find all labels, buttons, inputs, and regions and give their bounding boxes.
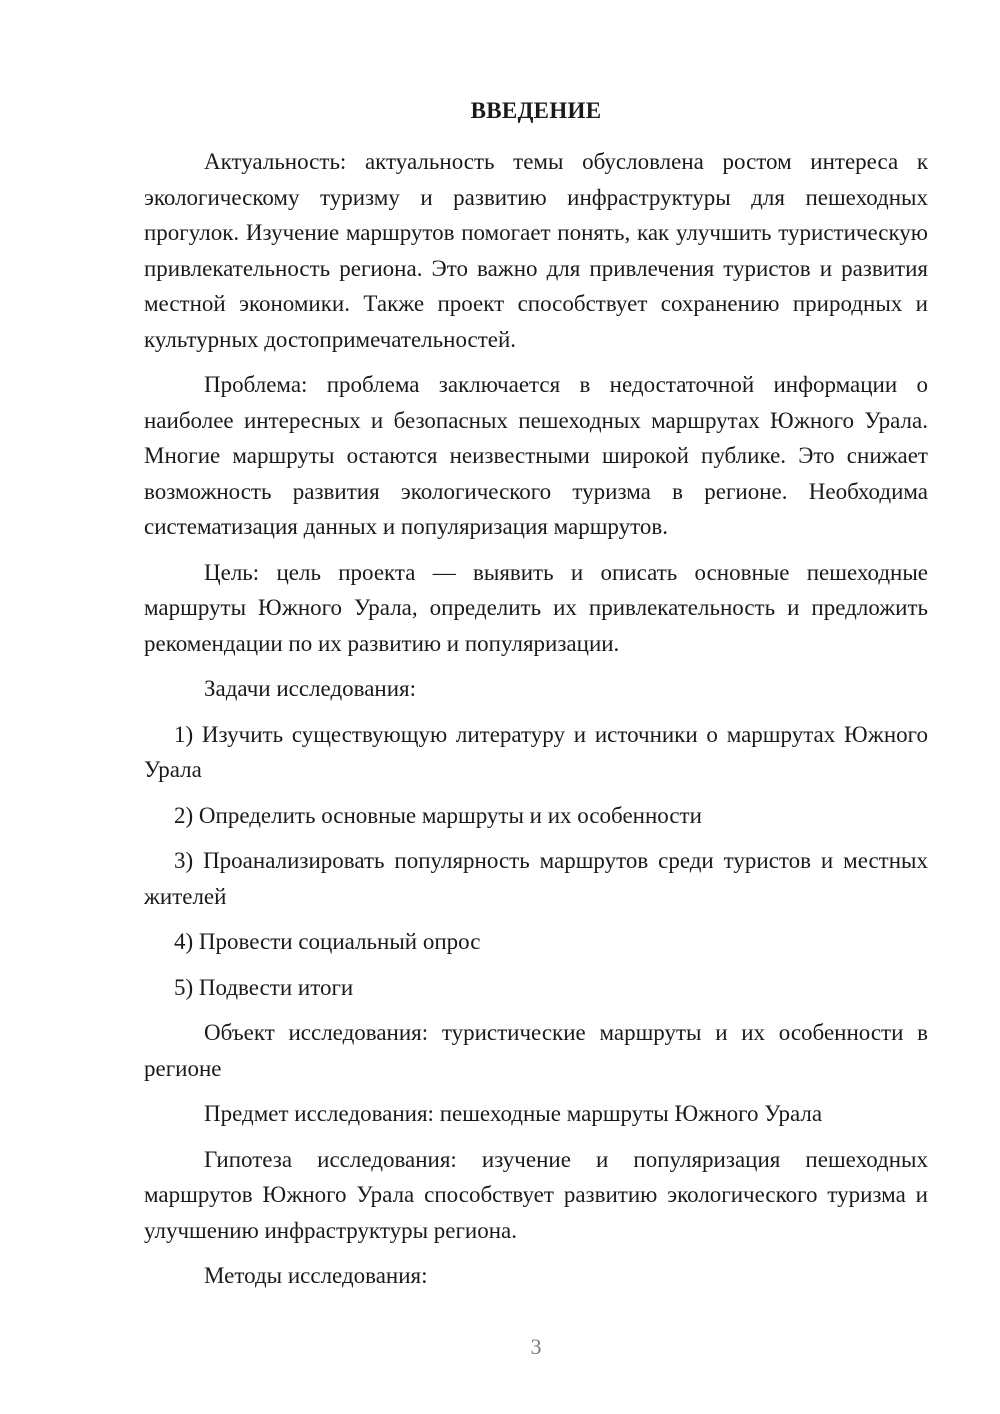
task-item-5: 5) Подвести итоги [174, 974, 354, 1000]
page-number: 3 [530, 1334, 542, 1359]
task-item-1: 1) Изучить существующую литературу и источники о маршрутах Южного Урала [144, 721, 928, 782]
task-item-4: 4) Провести социальный опрос [174, 929, 481, 954]
tasks-heading: Задачи исследования: [204, 676, 417, 701]
section-title: ВВЕДЕНИЕ [470, 98, 602, 123]
paragraph-hypothesis: Гипотеза исследования: изучение и популяризация пешеходных маршрутов Южного Урала способствует развитию экологического туризма и улучшению инфраструктуры региона. [144, 1146, 928, 1243]
paragraph-problem: Проблема: проблема заключается в недостаточной информации о наиболее интересных и безопасных пешеходных маршрутах Южного Урала. Многие маршруты остаются неизвестными широкой публике. Это снижает возможность развития экологического туризма в регионе. Необходима систематизация данных и популяризация маршрутов. [144, 372, 928, 539]
paragraph-object: Объект исследования: туристические маршруты и их особенности в регионе [144, 1020, 928, 1081]
paragraph-relevance: Актуальность: актуальность темы обусловлена ростом интереса к экологическому туризму и развитию инфраструктуры для пешеходных прогулок. Изучение маршрутов помогает понять, как улучшить туристическую привлекательность региона. Это важно для привлечения туристов и развития местной экономики. Также проект способствует сохранению природных и культурных достопримечательностей. [144, 149, 928, 352]
page-content [144, 96, 928, 1304]
task-item-3: 3) Проанализировать популярность маршрутов среди туристов и местных жителей [144, 848, 928, 909]
task-item-2: 2) Определить основные маршруты и их особенности [174, 802, 702, 828]
paragraph-subject: Предмет исследования: пешеходные маршруты Южного Урала [204, 1101, 823, 1126]
paragraph-goal: Цель: цель проекта — выявить и описать основные пешеходные маршруты Южного Урала, определить их привлекательность и предложить рекомендации по их развитию и популяризации. [144, 559, 928, 656]
methods-heading: Методы исследования: [204, 1263, 428, 1288]
